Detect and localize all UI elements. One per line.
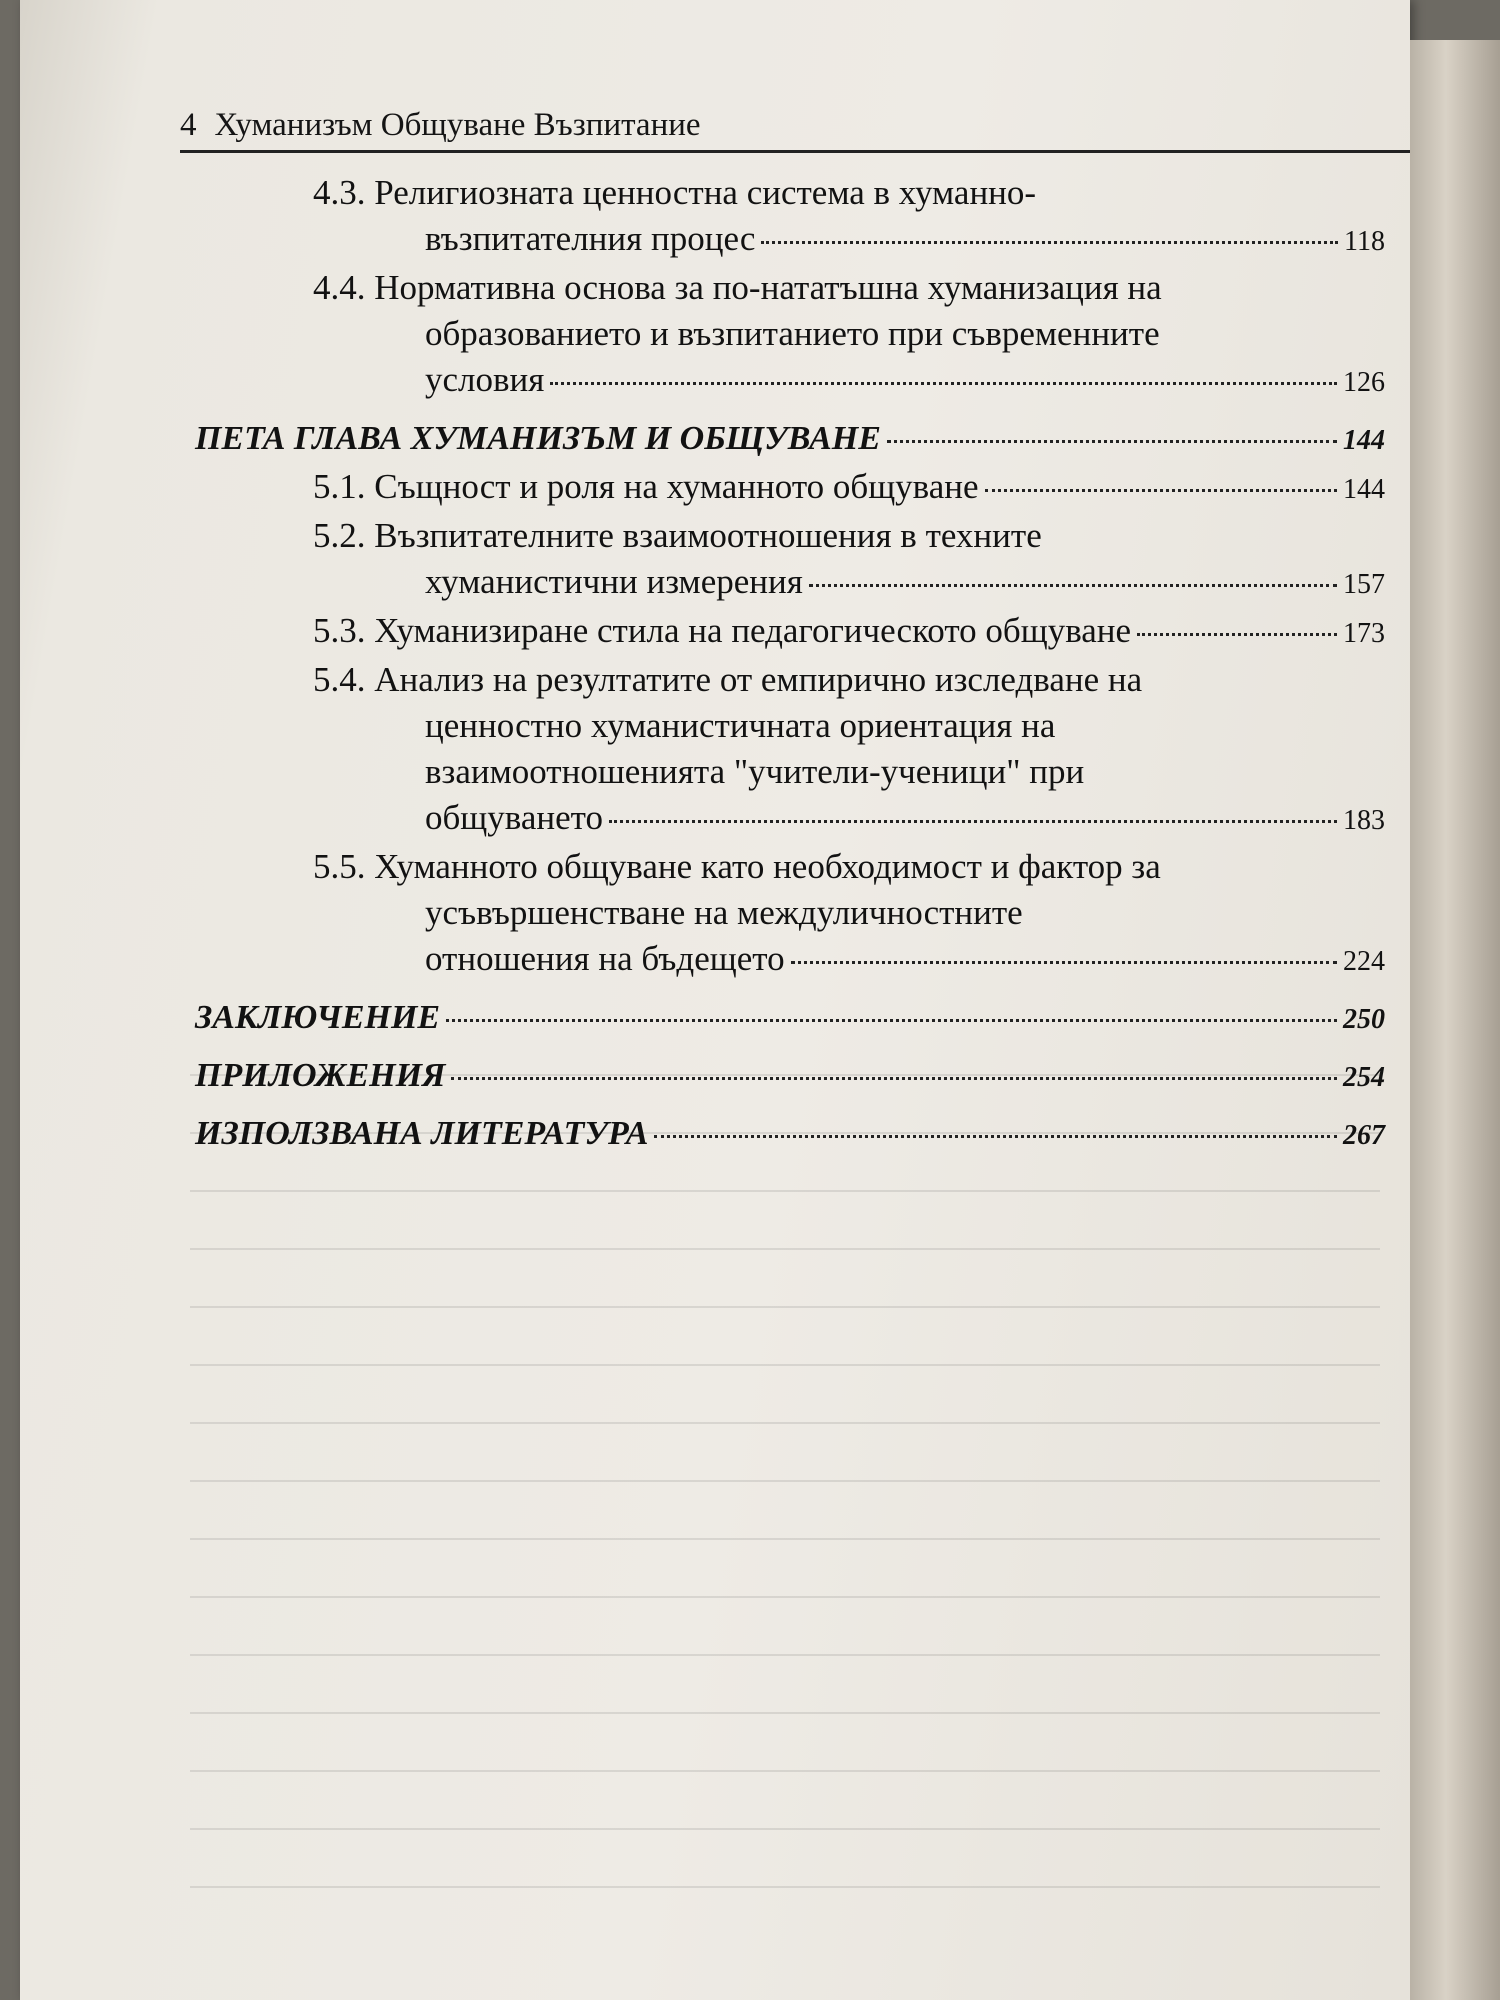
toc-page-number: 157 — [1343, 569, 1385, 600]
toc-page-number: 183 — [1343, 805, 1385, 836]
toc-chapter-title: ПРИЛОЖЕНИЯ — [195, 1057, 446, 1094]
toc-page-number: 254 — [1343, 1062, 1385, 1093]
toc-entry-4-3 — [195, 170, 1385, 265]
toc-chapter-5 — [195, 416, 1385, 464]
toc-references — [195, 1111, 1385, 1159]
toc-entry-4-4 — [195, 265, 1385, 406]
toc-entry-text: 5.1. Същност и роля на хуманното общуване — [313, 467, 979, 506]
dot-leader — [654, 1135, 1337, 1138]
toc-entry-5-1 — [195, 464, 1385, 513]
dot-leader — [791, 961, 1337, 964]
toc-entry-5-5 — [195, 844, 1385, 985]
toc-conclusion — [195, 995, 1385, 1043]
dot-leader — [985, 489, 1337, 492]
toc-entry-5-3 — [195, 608, 1385, 657]
toc-entry-text: условия — [425, 360, 545, 399]
toc-page-number: 144 — [1343, 425, 1385, 456]
dot-leader — [1137, 633, 1337, 636]
next-page-edge — [1410, 40, 1500, 2000]
toc-entry-5-4 — [195, 657, 1385, 844]
dot-leader — [446, 1019, 1337, 1022]
toc-entry-text: 5.4. Анализ на резултатите от емпирично изследване на — [313, 660, 1143, 699]
toc-page-number: 250 — [1343, 1004, 1385, 1035]
toc-entry-text: възпитателния процес — [425, 219, 756, 258]
running-header — [180, 100, 1410, 153]
dot-leader — [809, 584, 1337, 587]
page-number: 4 — [180, 107, 197, 143]
toc-appendices — [195, 1053, 1385, 1101]
dot-leader — [761, 241, 1338, 244]
toc-entry-5-2 — [195, 513, 1385, 608]
toc-page-number: 118 — [1344, 226, 1385, 257]
running-title: Хуманизъм Общуване Възпитание — [214, 107, 701, 143]
toc-entry-text: отношения на бъдещето — [425, 939, 785, 978]
toc-entry-text: 5.2. Възпитателните взаимоотношения в техните — [313, 516, 1042, 555]
dot-leader — [451, 1077, 1337, 1080]
toc-chapter-title: ЗАКЛЮЧЕНИЕ — [195, 999, 441, 1036]
dot-leader — [609, 820, 1337, 823]
toc-page-number: 173 — [1343, 618, 1385, 649]
toc-page-number: 144 — [1343, 474, 1385, 505]
toc-entry-text: общуването — [425, 798, 603, 837]
toc-entry-text: 5.5. Хуманното общуване като необходимост и фактор за — [313, 847, 1161, 886]
table-of-contents — [195, 170, 1385, 1159]
toc-chapter-title: ИЗПОЛЗВАНА ЛИТЕРАТУРА — [195, 1115, 649, 1152]
toc-entry-text: 5.3. Хуманизиране стила на педагогическото общуване — [313, 611, 1132, 650]
toc-entry-text: усъвършенстване на междуличностните — [425, 893, 1023, 932]
toc-entry-text: образованието и възпитанието при съвременните — [425, 314, 1160, 353]
toc-page-number: 267 — [1343, 1120, 1385, 1151]
toc-entry-text: ценностно хуманистичната ориентация на — [425, 706, 1056, 745]
toc-entry-text: 4.3. Религиозната ценностна система в хуманно- — [313, 173, 1037, 212]
toc-entry-text: взаимоотношенията "учители-ученици" при — [425, 752, 1085, 791]
dot-leader — [550, 382, 1337, 385]
dot-leader — [887, 440, 1337, 443]
toc-entry-text: 4.4. Нормативна основа за по-нататъшна хуманизация на — [313, 268, 1162, 307]
toc-page-number: 126 — [1343, 367, 1385, 398]
toc-chapter-title: ПЕТА ГЛАВА ХУМАНИЗЪМ И ОБЩУВАНЕ — [195, 420, 881, 457]
toc-page-number: 224 — [1343, 946, 1385, 977]
toc-entry-text: хуманистични измерения — [425, 562, 803, 601]
